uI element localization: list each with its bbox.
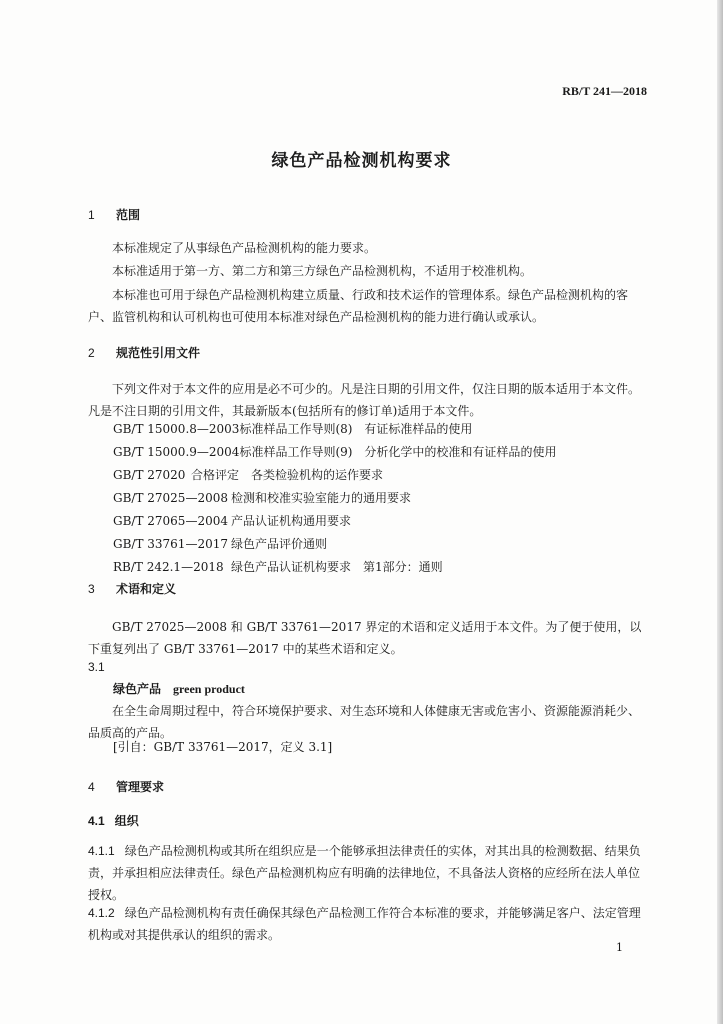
term-number: 3.1 <box>88 660 105 674</box>
paragraph: 本标准规定了从事绿色产品检测机构的能力要求。 <box>112 241 377 255</box>
section-title: 术语和定义 <box>116 582 177 596</box>
reference-title: 产品认证机构通用要求 <box>231 514 352 528</box>
subsection-number: 4.1 <box>88 814 105 828</box>
term-english: green product <box>173 682 245 696</box>
section-number: 2 <box>88 346 95 360</box>
reference-code: GB/T 27025—2008 <box>113 491 228 505</box>
reference-item <box>113 466 383 483</box>
section-number: 4 <box>88 780 95 794</box>
reference-item <box>113 489 411 506</box>
subsection-4-1-heading <box>88 812 139 829</box>
section-1-heading <box>88 206 140 223</box>
section-4-heading <box>88 778 164 795</box>
document-title: 绿色产品检测机构要求 <box>271 151 452 171</box>
section-number: 3 <box>88 582 95 596</box>
section-title: 规范性引用文件 <box>116 346 201 360</box>
reference-code: GB/T 15000.8—2003 <box>113 422 240 436</box>
paragraph: 本标准适用于第一方、第二方和第三方绿色产品检测机构，不适用于校准机构。 <box>112 264 533 278</box>
clause-4-1-1 <box>88 840 648 906</box>
reference-title: 合格评定 各类检验机构的运作要求 <box>191 468 384 482</box>
clause-number: 4.1.2 <box>88 906 115 920</box>
section-3-heading <box>88 580 176 597</box>
term-entry <box>113 680 245 697</box>
clause-text: 绿色产品检测机构或其所在组织应是一个能够承担法律责任的实体，对其出具的检测数据、结果负责，并承担相应法律责任。绿色产品检测机构应有明确的法律地位，不具备法人资格的应经所在法人单位授权。 <box>88 844 641 902</box>
paragraph: 下列文件对于本文件的应用是必不可少的。凡是注日期的引用文件，仅注日期的版本适用于本文件。凡是不注日期的引用文件，其最新版本(包括所有的修订单)适用于本文件。 <box>88 382 641 418</box>
reference-item <box>113 558 443 575</box>
paragraph: 本标准也可用于绿色产品检测机构建立质量、行政和技术运作的管理体系。绿色产品检测机构的客户、监管机构和认可机构也可使用本标准对绿色产品检测机构的能力进行确认或承认。 <box>88 288 629 324</box>
standard-code: RB/T 241—2018 <box>562 84 647 98</box>
reference-title: 标准样品工作导则(9) 分析化学中的校准和有证样品的使用 <box>239 445 557 459</box>
term-chinese: 绿色产品 <box>113 682 162 696</box>
reference-title: 标准样品工作导则(8) 有证标准样品的使用 <box>239 422 473 436</box>
page-number: 1 <box>616 941 623 954</box>
reference-title: 检测和校准实验室能力的通用要求 <box>231 491 412 505</box>
section-2-heading <box>88 344 200 361</box>
section-number: 1 <box>88 208 95 222</box>
clause-4-1-2 <box>88 902 648 946</box>
subsection-title: 组织 <box>114 814 139 828</box>
reference-title: 绿色产品评价通则 <box>231 537 328 551</box>
clause-text: 绿色产品检测机构有责任确保其绿色产品检测工作符合本标准的要求，并能够满足客户、法定管理机构或对其提供承认的组织的需求。 <box>88 906 641 942</box>
clause-number: 4.1.1 <box>88 844 115 858</box>
term-definition: 在全生命周期过程中，符合环境保护要求、对生态环境和人体健康无害或危害小、资源能源消耗少、品质高的产品。 <box>88 704 641 740</box>
reference-code: GB/T 15000.9—2004 <box>113 445 240 459</box>
reference-code: RB/T 242.1—2018 <box>113 560 224 574</box>
reference-code: GB/T 27065—2004 <box>113 514 228 528</box>
reference-item <box>113 535 327 552</box>
section-title: 管理要求 <box>116 780 165 794</box>
reference-item <box>113 512 351 529</box>
section-title: 范围 <box>116 208 141 222</box>
reference-item <box>113 443 556 460</box>
term-source: [引自：GB/T 33761—2017，定义 3.1] <box>113 740 333 754</box>
reference-code: GB/T 33761—2017 <box>113 537 228 551</box>
reference-code: GB/T 27020 <box>113 468 186 482</box>
paragraph: GB/T 27025—2008 和 GB/T 33761—2017 界定的术语和定义适用于本文件。为了便于使用，以下重复列出了 GB/T 33761—2017 中的某些术语和定义。 <box>88 620 642 656</box>
reference-title: 绿色产品认证机构要求 第1部分：通则 <box>231 560 443 574</box>
reference-item <box>113 420 472 437</box>
